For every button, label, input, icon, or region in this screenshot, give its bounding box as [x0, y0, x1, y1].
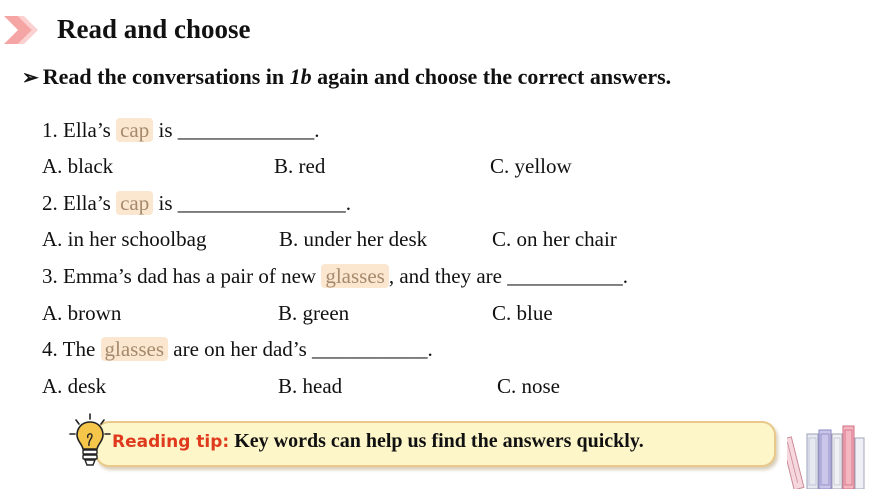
question-1	[42, 117, 320, 143]
option-c[interactable]: C. blue	[492, 301, 553, 325]
books-icon	[787, 424, 867, 489]
option-a[interactable]: A. desk	[42, 374, 107, 398]
page-title: Read and choose	[57, 14, 251, 44]
question-2	[42, 190, 351, 216]
option-b[interactable]: B. head	[278, 374, 343, 398]
instruction-italic: 1b	[289, 64, 312, 89]
keyword-highlight: cap	[116, 191, 153, 215]
reading-tip-label: Reading tip:	[112, 432, 230, 452]
question-text: 2. Ella’s	[42, 191, 117, 215]
arrow-bullet-icon: ➢	[22, 67, 39, 89]
question-4	[42, 336, 433, 362]
keyword-highlight: glasses	[101, 337, 169, 361]
option-b[interactable]: B. red	[274, 154, 326, 178]
option-a[interactable]: A. brown	[42, 301, 122, 325]
option-a[interactable]: A. in her schoolbag	[42, 227, 207, 251]
option-c[interactable]: C. on her chair	[492, 227, 617, 251]
instruction	[22, 64, 671, 90]
option-c[interactable]: C. yellow	[490, 154, 572, 178]
question-text: is ________________.	[153, 191, 351, 215]
question-text: 3. Emma’s dad has a pair of new	[42, 264, 322, 288]
question-text: is _____________.	[153, 118, 320, 142]
option-b[interactable]: B. under her desk	[279, 227, 428, 251]
instruction-text-after: again and choose the correct answers.	[311, 64, 672, 89]
keyword-highlight: cap	[116, 118, 153, 142]
instruction-text-before: Read the conversations in	[42, 64, 290, 89]
option-a[interactable]: A. black	[42, 154, 114, 178]
option-c[interactable]: C. nose	[497, 374, 560, 398]
lightbulb-icon	[68, 412, 112, 468]
keyword-highlight: glasses	[321, 264, 389, 288]
chevron-right-icon	[4, 16, 38, 44]
question-text: , and they are ___________.	[388, 264, 628, 288]
question-text: 4. The	[42, 337, 101, 361]
question-text: 1. Ella’s	[42, 118, 117, 142]
question-text: are on her dad’s ___________.	[168, 337, 433, 361]
question-3	[42, 263, 628, 289]
reading-tip-text: Key words can help us find the answers quickly.	[229, 430, 644, 452]
reading-tip	[112, 430, 644, 453]
option-b[interactable]: B. green	[278, 301, 350, 325]
